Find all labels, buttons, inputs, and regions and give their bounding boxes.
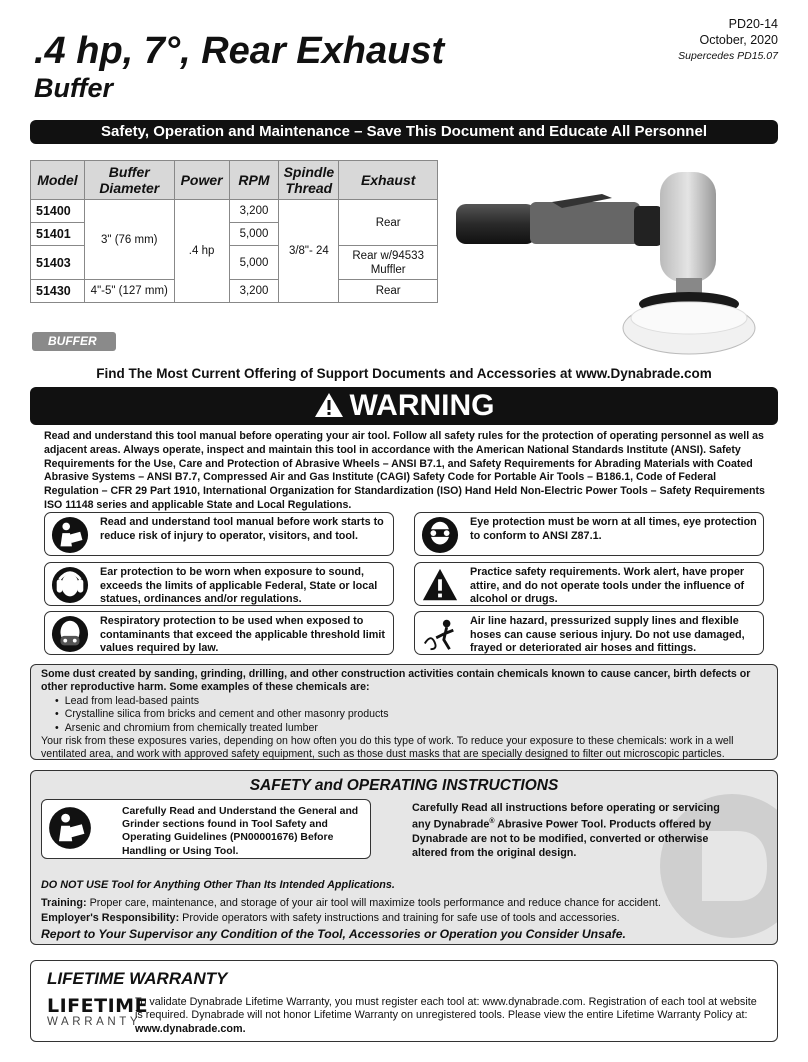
page-title <box>34 30 444 104</box>
training-label: Training: <box>41 897 87 909</box>
rpm-cell: 5,000 <box>229 223 279 246</box>
practice-notice-text: Practice safety requirements. Work alert, have proper attire, and do not operate tools under the influence of alcohol or drugs. <box>470 566 745 605</box>
instructions-text-part: Carefully Read all instructions before operating or servicing any Dynabrade <box>412 802 720 831</box>
training-text: Proper care, maintenance, and storage of your air tool will maximize tools performance and reduce chance for accident. <box>86 897 661 909</box>
eye-notice-box <box>414 512 764 556</box>
safety-operating-section <box>30 770 778 945</box>
header-model: Model <box>31 161 85 200</box>
warning-label: WARNING <box>349 389 495 422</box>
warranty-text-body: To validate Dynabrade Lifetime Warranty, you must register each tool at: www.dynabrade.com. Registration of each tool at website is required. Dynabrade will not honor Lifetime Warranty on unregistered tools. Please view the entire Lifetime Warranty Policy at: <box>135 996 757 1022</box>
power-cell: .4 hp <box>174 200 229 303</box>
header-power: Power <box>174 161 229 200</box>
document-meta <box>678 16 778 64</box>
model-cell: 51400 <box>31 200 85 223</box>
dust-chemical-list <box>55 695 777 735</box>
do-not-use-line: DO NOT USE Tool for Anything Other Than Its Intended Applications. <box>41 879 395 891</box>
header-diameter: Buffer Diameter <box>84 161 174 200</box>
guidelines-text: Carefully Read and Understand the General and Grinder sections found in Tool Safety and Operating Guidelines (PN00001676) Before Handling or Using Tool. <box>122 806 359 857</box>
employer-label: Employer's Responsibility: <box>41 912 180 924</box>
header-spindle: Spindle Thread <box>279 161 339 200</box>
warning-triangle-icon <box>314 392 344 418</box>
table-row <box>31 200 438 223</box>
list-item: • Arsenic and chromium from chemically treated lumber <box>55 722 777 735</box>
supersedes-note: Supercedes PD15.07 <box>678 50 778 62</box>
list-item: • Crystalline silica from bricks and cement and other masonry products <box>55 708 777 721</box>
manual-notice-box <box>44 512 394 556</box>
header-rpm: RPM <box>229 161 279 200</box>
model-cell: 51430 <box>31 280 85 303</box>
airline-notice-text: Air line hazard, pressurized supply lines and flexible hoses can cause serious injury. Do not use damaged, frayed or deteriorated air hoses and fittings. <box>470 615 745 654</box>
buffer-tool-image <box>452 158 772 378</box>
diameter-cell: 3" (76 mm) <box>84 200 174 280</box>
model-cell: 51401 <box>31 223 85 246</box>
airline-notice-box <box>414 611 764 655</box>
header-exhaust: Exhaust <box>339 161 438 200</box>
rpm-cell: 3,200 <box>229 280 279 303</box>
doc-date: October, 2020 <box>699 33 778 47</box>
respirator-icon <box>51 615 89 653</box>
registered-mark: ® <box>489 818 495 825</box>
category-tag: BUFFER <box>32 332 116 351</box>
diameter-cell: 4"-5" (127 mm) <box>84 280 174 303</box>
instructions-text-part: Abrasive Power Tool. Products offered by Dynabrade are not to be modified, converted or otherwise altered from the original design. <box>412 818 712 859</box>
title-line-1: .4 hp, 7°, Rear Exhaust <box>34 30 445 72</box>
instructions-text <box>412 801 732 860</box>
dust-warning-box <box>30 664 778 760</box>
exhaust-cell: Rear <box>339 200 438 246</box>
dust-outro: Your risk from these exposures varies, depending on how often you do this type of work. To reduce your exposure to these chemicals: work in a well ventilated area, and work with approved safety equipment, such as those dust masks that are specially designed to filter out microscopic particles. <box>41 735 734 761</box>
safety-banner: Safety, Operation and Maintenance – Save This Document and Educate All Personnel <box>30 120 778 144</box>
warranty-section <box>30 960 778 1042</box>
employer-line <box>41 912 620 924</box>
rpm-cell: 5,000 <box>229 246 279 280</box>
exhaust-cell: Rear <box>339 280 438 303</box>
practice-notice-box <box>414 562 764 606</box>
warning-bar <box>30 387 778 425</box>
table-header-row <box>31 161 438 200</box>
soi-heading: SAFETY and OPERATING INSTRUCTIONS <box>249 777 559 794</box>
dust-intro: Some dust created by sanding, grinding, drilling, and other construction activities contain chemicals known to cause cancer, birth defects or other reproductive harm. Some examples of these chemicals are: <box>41 668 751 694</box>
respiratory-notice-box <box>44 611 394 655</box>
warranty-logo-bottom: WARRANTY <box>47 1016 142 1028</box>
eye-notice-text: Eye protection must be worn at all times, eye protection to conform to ANSI Z87.1. <box>470 516 757 542</box>
read-manual-icon <box>51 516 89 554</box>
caution-triangle-icon <box>421 566 459 604</box>
title-line-2: Buffer <box>34 73 114 103</box>
report-line: Report to Your Supervisor any Condition of the Tool, Accessories or Operation you Consider Unsafe. <box>41 927 626 941</box>
ear-notice-text: Ear protection to be worn when exposure to sound, exceeds the limits of applicable Federal, State or local statues, ordinances and/or regulations. <box>100 566 378 605</box>
exhaust-cell: Rear w/94533 Muffler <box>339 246 438 280</box>
warranty-logo-top: LIFETIME <box>47 995 149 1017</box>
warranty-link[interactable]: www.dynabrade.com. <box>135 1022 246 1035</box>
table-row <box>31 280 438 303</box>
ear-protection-icon <box>51 566 89 604</box>
guidelines-box <box>41 799 371 859</box>
employer-text: Provide operators with safety instructions and training for safe use of tools and accessories. <box>179 912 620 924</box>
model-cell: 51403 <box>31 246 85 280</box>
support-link-line: Find The Most Current Offering of Support Documents and Accessories at www.Dynabrade.com <box>96 366 712 381</box>
respiratory-notice-text: Respiratory protection to be used when exposed to contaminants that exceed the applicable threshold limit values required by law. <box>100 615 385 654</box>
warranty-text <box>135 996 765 1036</box>
rpm-cell: 3,200 <box>229 200 279 223</box>
spindle-cell: 3/8"- 24 <box>279 200 339 303</box>
ear-notice-box <box>44 562 394 606</box>
spec-table <box>30 160 438 303</box>
list-item: • Lead from lead-based paints <box>55 695 777 708</box>
training-line <box>41 897 661 909</box>
warranty-heading: LIFETIME WARRANTY <box>47 969 228 988</box>
eye-protection-icon <box>421 516 459 554</box>
doc-number: PD20-14 <box>728 17 778 31</box>
read-manual-icon <box>48 806 92 850</box>
air-hose-hazard-icon <box>421 615 459 653</box>
warning-paragraph: Read and understand this tool manual before operating your air tool. Follow all safety rules for the protection of operating personnel as well as adjacent areas. Always operate, inspect and maintain this tool in accordance with the American National Standards Institute (ANSI). Safety Requirements for the Use, Care and Protection of Abrasive Wheels – ANSI B7.1, and Safety Requirements for Abrading Materials with Coated Abrasive Systems – ANSI B7.7, Compressed Air and Gas Institute (CAGI) Safety Code for Portable Air Tools – B186.1, Code of Federal Regulation – CFR 29 Part 1910, International Organization for Standardization (ISO) Hand Held Non-Electric Power Tools – Safety Requirements ISO 11148 series and applicable State and Local Regulations. <box>44 430 765 511</box>
manual-notice-text: Read and understand tool manual before work starts to reduce risk of injury to operator, visitors, and tool. <box>100 516 384 542</box>
